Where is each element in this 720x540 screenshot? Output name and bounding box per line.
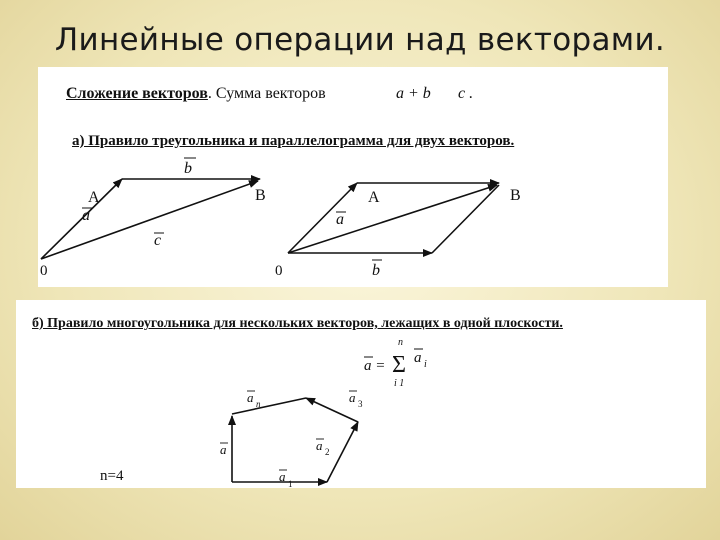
formula-term-index: i bbox=[424, 359, 427, 370]
rule-b-text: б) Правило многоугольника для нескольких векторов, лежащих в одной плоскости. bbox=[32, 316, 563, 331]
polygon-label-a1: a bbox=[279, 469, 286, 484]
polygon-label-a1-index: 1 bbox=[288, 479, 293, 488]
slide-title: Линейные операции над векторами. bbox=[54, 22, 666, 58]
para-label-B: B bbox=[510, 187, 521, 204]
triangle-label-c: c bbox=[154, 232, 162, 249]
polygon-diagram bbox=[16, 300, 706, 488]
sum-formula: a + b bbox=[396, 85, 431, 102]
addition-panel bbox=[38, 67, 668, 287]
triangle-label-A: A bbox=[88, 189, 100, 206]
vector-diagrams bbox=[38, 67, 668, 287]
formula-term: a bbox=[414, 350, 422, 366]
para-label-a: a bbox=[336, 211, 344, 228]
polygon-label-a3-index: 3 bbox=[358, 399, 363, 409]
para-label-origin: 0 bbox=[275, 263, 283, 279]
sum-result: c . bbox=[458, 85, 474, 102]
triangle-vector-c bbox=[41, 181, 258, 259]
triangle-label-origin: 0 bbox=[40, 263, 48, 279]
para-label-A: A bbox=[368, 189, 380, 206]
polygon-vector-an bbox=[232, 398, 306, 414]
triangle-label-B: B bbox=[255, 187, 266, 204]
polygon-label-a: a bbox=[220, 442, 227, 457]
triangle-label-a: a bbox=[82, 207, 90, 224]
heading-rest: . Сумма векторов bbox=[207, 85, 326, 102]
polygon-label-a3: a bbox=[349, 390, 356, 405]
formula-lower: i 1 bbox=[394, 378, 405, 389]
heading-bold: Сложение векторов bbox=[66, 85, 208, 102]
polygon-panel bbox=[16, 300, 706, 488]
formula-upper: n bbox=[398, 337, 403, 348]
para-label-b: b bbox=[372, 262, 380, 279]
polygon-label-an: a bbox=[247, 390, 254, 405]
polygon-label-a2: a bbox=[316, 438, 323, 453]
polygon-count: n=4 bbox=[100, 468, 124, 484]
triangle-label-b: b bbox=[184, 160, 192, 177]
rule-a-text: а) Правило треугольника и параллелограмма для двух векторов. bbox=[72, 133, 515, 149]
formula-sum-symbol: Σ bbox=[392, 352, 406, 378]
polygon-label-an-index: n bbox=[256, 399, 261, 409]
polygon-vector-a2 bbox=[327, 422, 358, 482]
formula-lhs: a = bbox=[364, 358, 386, 374]
polygon-label-a2-index: 2 bbox=[325, 447, 330, 457]
